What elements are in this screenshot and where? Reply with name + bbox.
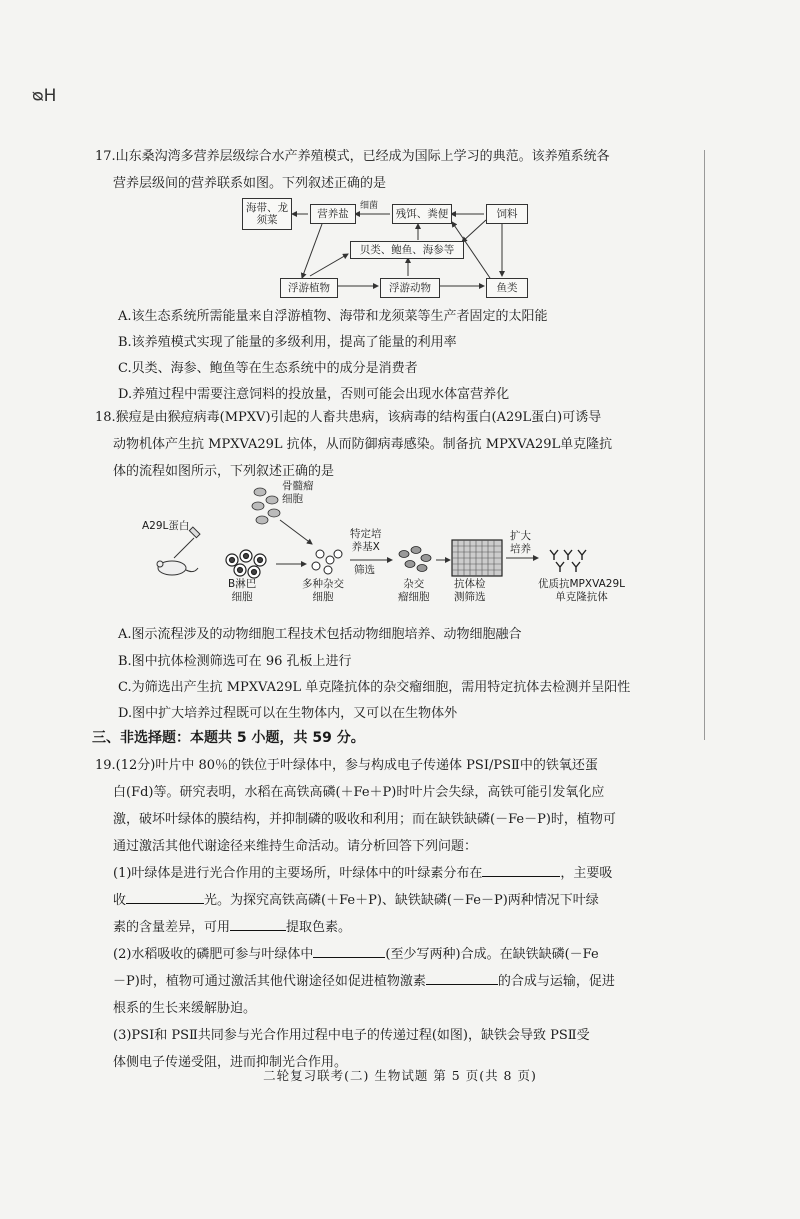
question-17-stem <box>95 143 695 197</box>
label-b-cell: B淋巴 细胞 <box>228 578 257 603</box>
question-17-line-1: 17.山东桑沟湾多营养层级综合水产养殖模式，已经成为国际上学习的典范。该养殖系统各 <box>95 149 610 164</box>
q17-option-a: A.该生态系统所需能量来自浮游植物、海带和龙须菜等生产者固定的太阳能 <box>118 309 548 324</box>
question-18-line-2: 动物机体产生抗 MPXVA29L 抗体，从而防御病毒感染。制备抗 MPXVA29L单克隆抗 <box>113 437 613 452</box>
question-18-line-1: 18.猴痘是由猴痘病毒(MPXV)引起的人畜共患病，该病毒的结构蛋白(A29L蛋白)可诱导 <box>95 410 602 425</box>
q17-option-d: D.养殖过程中需要注意饲料的投放量，否则可能会出现水体富营养化 <box>118 387 510 402</box>
question-17-line-2: 营养层级间的营养联系如图。下列叙述正确的是 <box>113 176 387 191</box>
answer-blank-3[interactable] <box>230 916 286 931</box>
q19-part-1: (1)叶绿体是进行光合作用的主要场所，叶绿体中的叶绿素分布在 ，主要吸 收 光。为探究高铁高磷(＋Fe＋P)、缺铁缺磷(－Fe－P)两种情况下叶绿 素的含量差异，可用 提取色素。 <box>113 860 698 941</box>
corner-logo-mark: ᴓH <box>32 86 57 106</box>
label-expand-culture: 扩大 培养 <box>510 530 531 555</box>
answer-blank-1[interactable] <box>482 862 560 877</box>
margin-rule <box>704 150 705 740</box>
label-myeloma-cell: 骨髓瘤 细胞 <box>282 480 314 505</box>
q19-intro-line-1: 19.(12分)叶片中 80％的铁位于叶绿体中，参与构成电子传递体 PSⅠ/PSⅡ中的铁氧还蛋 <box>95 758 598 773</box>
q17-option-b: B.该养殖模式实现了能量的多级利用，提高了能量的利用率 <box>118 335 457 350</box>
q18-option-d: D.图中扩大培养过程既可以在生物体内，又可以在生物体外 <box>118 706 458 721</box>
node-nutrients: 营养盐 <box>310 204 356 224</box>
label-hybridoma: 杂交 瘤细胞 <box>398 578 430 603</box>
q18-option-a: A.图示流程涉及的动物细胞工程技术包括动物细胞培养、动物细胞融合 <box>118 627 522 642</box>
node-feces: 残饵、粪便 <box>392 204 452 224</box>
antibody-process-diagram <box>140 480 660 620</box>
node-phytoplankton: 浮游植物 <box>280 278 338 298</box>
question-19-intro <box>95 752 695 860</box>
node-zooplankton: 浮游动物 <box>380 278 440 298</box>
label-monoclonal-antibody: 优质抗MPXVA29L 单克隆抗体 <box>538 578 625 603</box>
label-screening: 筛选 <box>354 564 375 576</box>
answer-blank-4[interactable] <box>313 943 385 958</box>
q19-part-2: (2)水稻吸收的磷肥可参与叶绿体中 (至少写两种)合成。在缺铁缺磷(－Fe －P)时，植物可通过激活其他代谢途径如促进植物激素 的合成与运输，促进 根系的生长来缓解胁迫。 <box>113 941 698 1022</box>
section-three-heading: 三、非选择题：本题共 5 小题，共 59 分。 <box>92 730 365 746</box>
node-fish: 鱼类 <box>486 278 528 298</box>
q19-intro-line-2: 白(Fd)等。研究表明，水稻在高铁高磷(＋Fe＋P)时叶片会失绿，高铁可能引发氧化应 <box>113 785 605 800</box>
answer-blank-5[interactable] <box>426 970 498 985</box>
question-18-stem <box>95 404 695 485</box>
node-feed: 饲料 <box>486 204 528 224</box>
label-bacteria: 细菌 <box>360 201 379 211</box>
node-shellfish: 贝类、鲍鱼、海参等 <box>350 241 464 259</box>
q18-option-b: B.图中抗体检测筛选可在 96 孔板上进行 <box>118 654 352 669</box>
q17-option-c: C.贝类、海参、鲍鱼等在生态系统中的成分是消费者 <box>118 361 418 376</box>
label-special-medium: 特定培 养基X <box>350 528 382 553</box>
label-antibody-screen: 抗体检 测筛选 <box>454 578 486 603</box>
q19-intro-line-3: 激，破坏叶绿体的膜结构，并抑制磷的吸收和利用；而在缺铁缺磷(－Fe－P)时，植物可 <box>113 812 616 827</box>
label-antigen: A29L蛋白 <box>142 520 190 532</box>
node-kelp: 海带、龙须菜 <box>242 198 292 230</box>
page-footer: 二轮复习联考(二) 生物试题 第 5 页(共 8 页) <box>263 1068 537 1083</box>
q18-option-c: C.为筛选出产生抗 MPXVA29L 单克隆抗体的杂交瘤细胞，需用特定抗体去检测并呈阳性 <box>118 680 631 695</box>
label-hybrid-cells: 多种杂交 细胞 <box>302 578 344 603</box>
question-18-line-3: 体的流程如图所示，下列叙述正确的是 <box>113 464 335 479</box>
answer-blank-2[interactable] <box>126 889 204 904</box>
q19-intro-line-4: 通过激活其他代谢途径来维持生命活动。请分析回答下列问题： <box>113 839 478 854</box>
food-web-diagram <box>240 194 540 306</box>
q19-part-3: (3)PSⅠ和 PSⅡ共同参与光合作用过程中电子的传递过程(如图)，缺铁会导致 PSⅡ受 体侧电子传递受阻，进而抑制光合作用。 <box>113 1028 590 1070</box>
